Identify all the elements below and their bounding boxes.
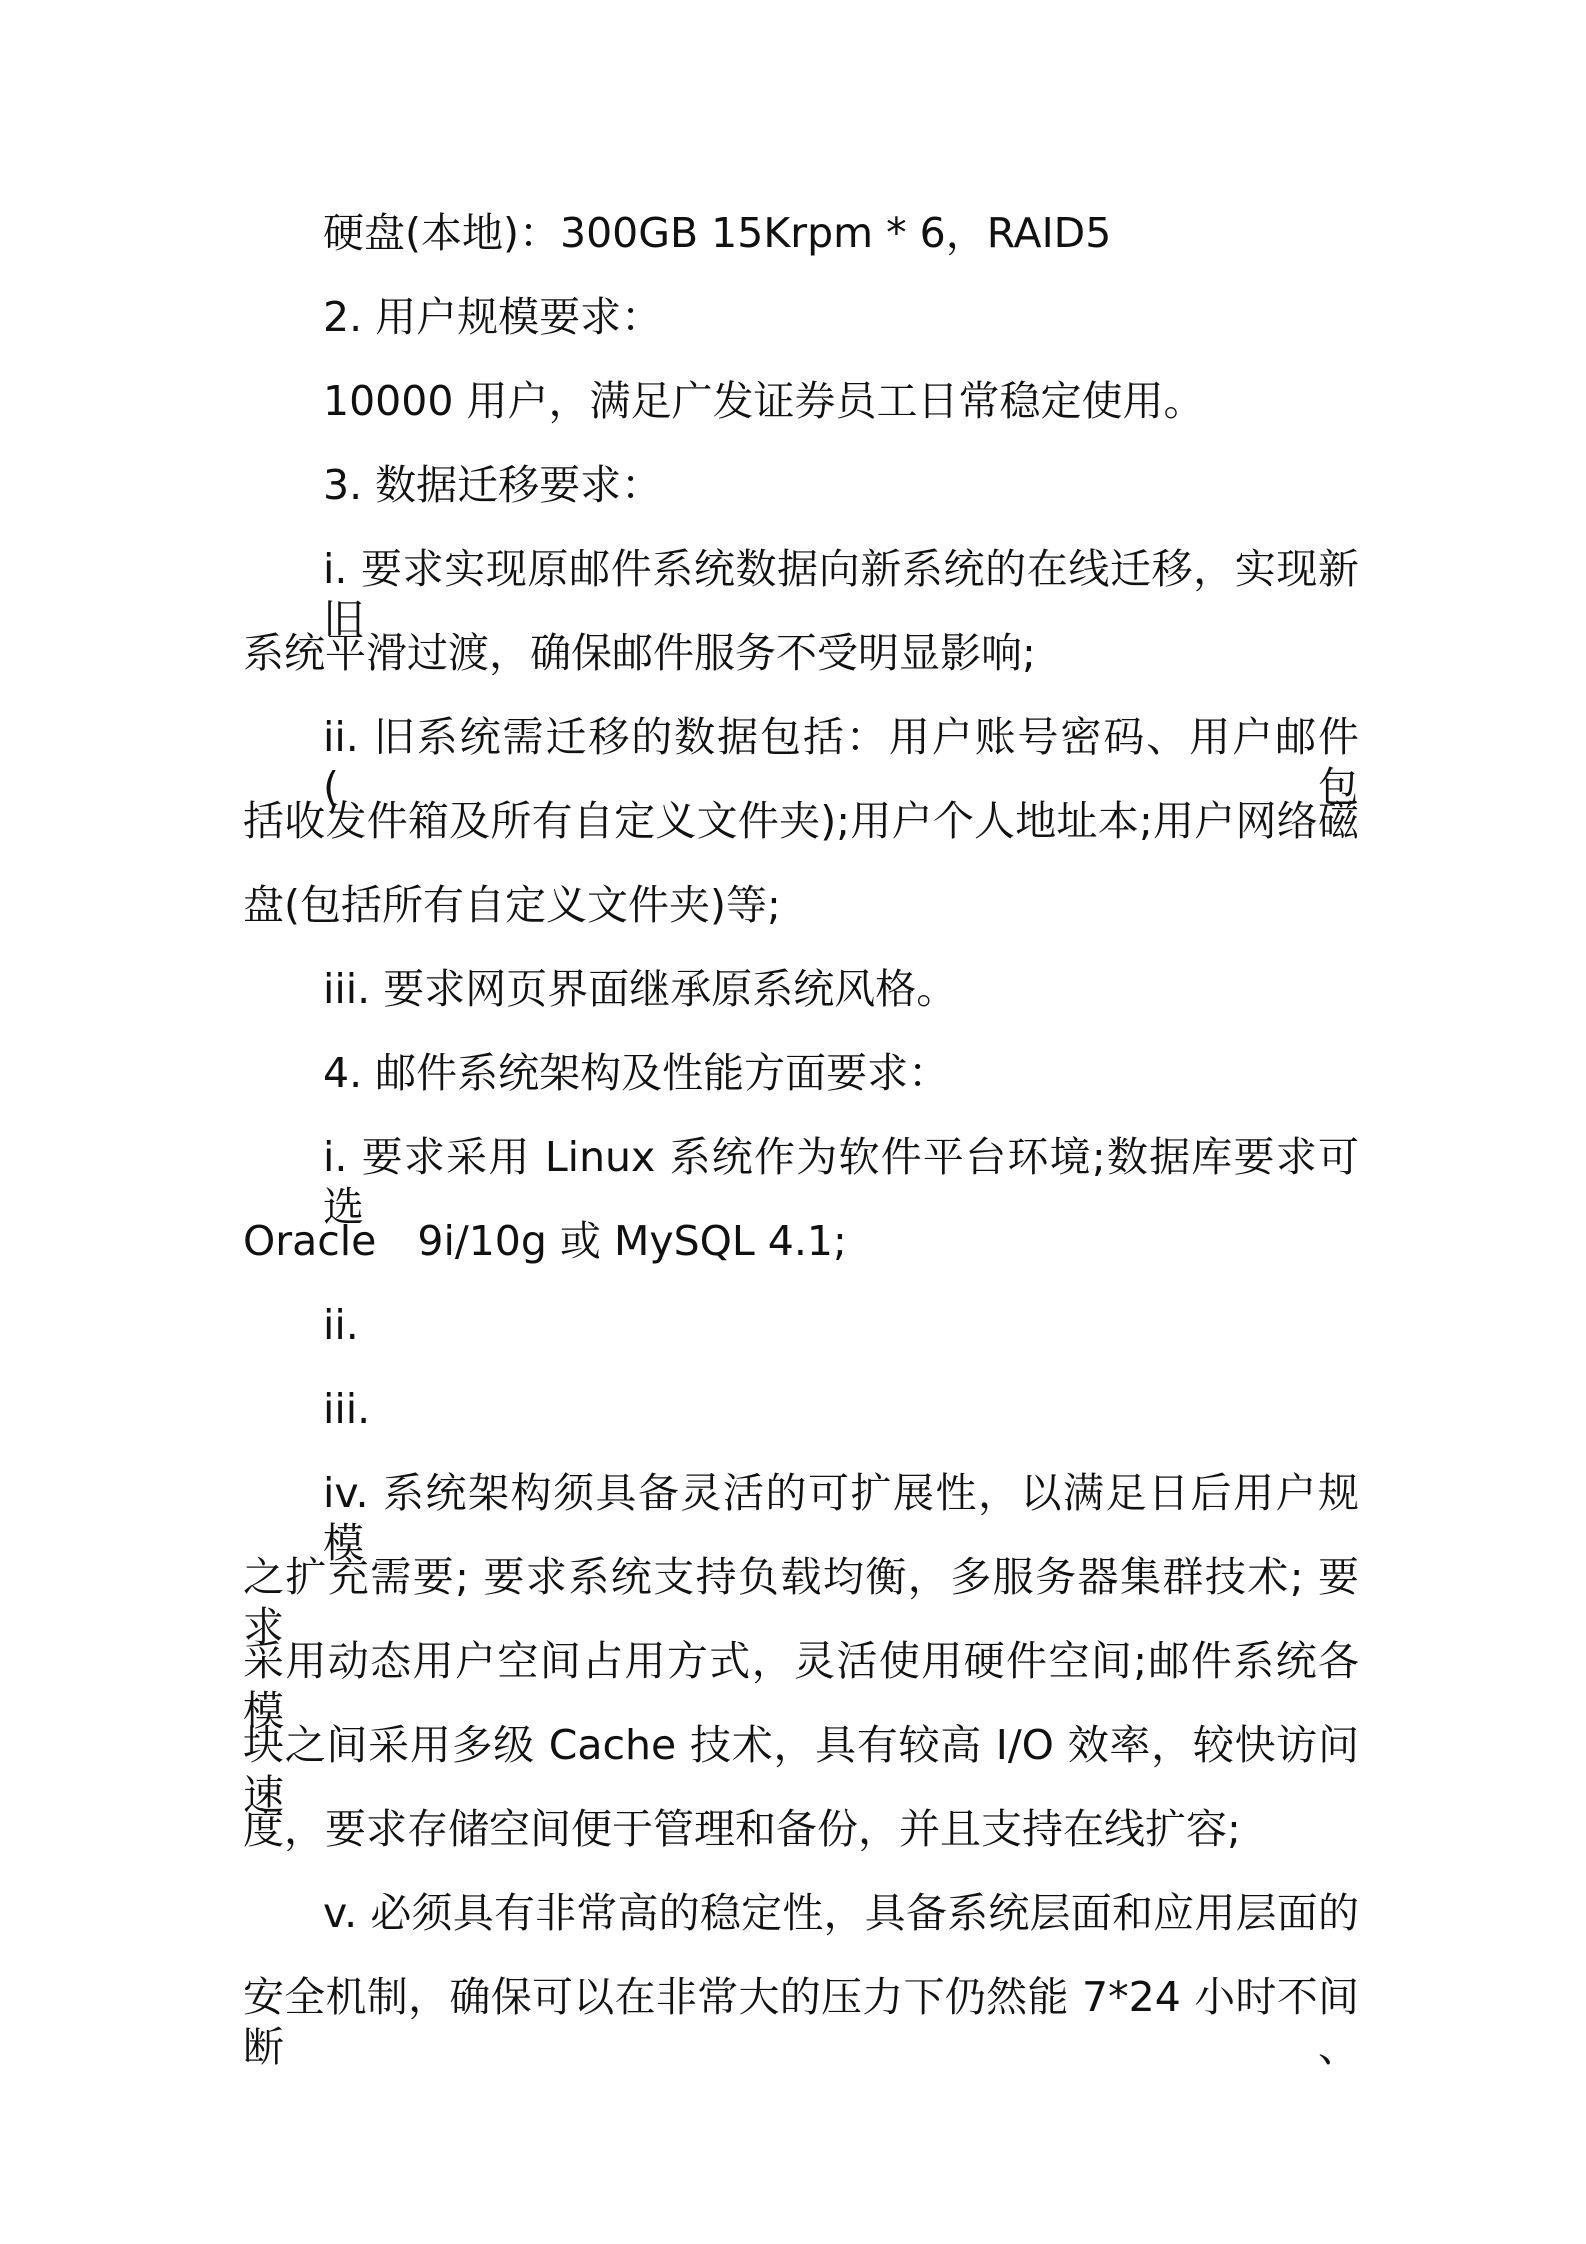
text-line-section-4: 4. 邮件系统架构及性能方面要求： <box>323 1049 950 1097</box>
text-line-4i-b: Oracle 9i/10g 或 MySQL 4.1; <box>243 1217 847 1265</box>
text-line-4v-a: v. 必须具有非常高的稳定性，具备系统层面和应用层面的 <box>323 1889 1359 1937</box>
text-line-4iii: iii. <box>323 1385 371 1433</box>
text-line-3i-b: 系统平滑过渡，确保邮件服务不受明显影响; <box>243 629 1036 677</box>
text-line-section-2: 2. 用户规模要求： <box>323 293 663 341</box>
text-line-4v-b: 安全机制，确保可以在非常大的压力下仍然能 7*24 小时不间断、 <box>243 1973 1359 2071</box>
text-line-4iv-d: 块之间采用多级 Cache 技术，具有较高 I/O 效率，较快访问速 <box>243 1721 1359 1819</box>
text-line-3i-a: i. 要求实现原邮件系统数据向新系统的在线迁移，实现新旧 <box>323 545 1359 643</box>
text-line-4i-a: i. 要求采用 Linux 系统作为软件平台环境;数据库要求可选 <box>323 1133 1359 1231</box>
text-line-4iv-c: 采用动态用户空间占用方式，灵活使用硬件空间;邮件系统各模 <box>243 1637 1359 1735</box>
text-line-4ii: ii. <box>323 1301 359 1349</box>
text-line-users: 10000 用户，满足广发证券员工日常稳定使用。 <box>323 377 1205 425</box>
text-line-4iv-e: 度，要求存储空间便于管理和备份，并且支持在线扩容; <box>243 1805 1241 1853</box>
text-line-4iv-a: iv. 系统架构须具备灵活的可扩展性，以满足日后用户规模 <box>323 1469 1359 1567</box>
text-line-4iv-b: 之扩充需要; 要求系统支持负载均衡，多服务器集群技术; 要求 <box>243 1553 1359 1651</box>
text-line-3ii-a: ii. 旧系统需迁移的数据包括：用户账号密码、用户邮件(包 <box>323 713 1359 811</box>
text-line-3ii-b: 括收发件箱及所有自定义文件夹);用户个人地址本;用户网络磁 <box>243 797 1359 845</box>
text-line-hdd: 硬盘(本地)：300GB 15Krpm * 6，RAID5 <box>323 209 1112 257</box>
text-line-3iii: iii. 要求网页界面继承原系统风格。 <box>323 965 958 1013</box>
text-line-3ii-c: 盘(包括所有自定义文件夹)等; <box>243 881 781 929</box>
text-line-section-3: 3. 数据迁移要求： <box>323 461 663 509</box>
